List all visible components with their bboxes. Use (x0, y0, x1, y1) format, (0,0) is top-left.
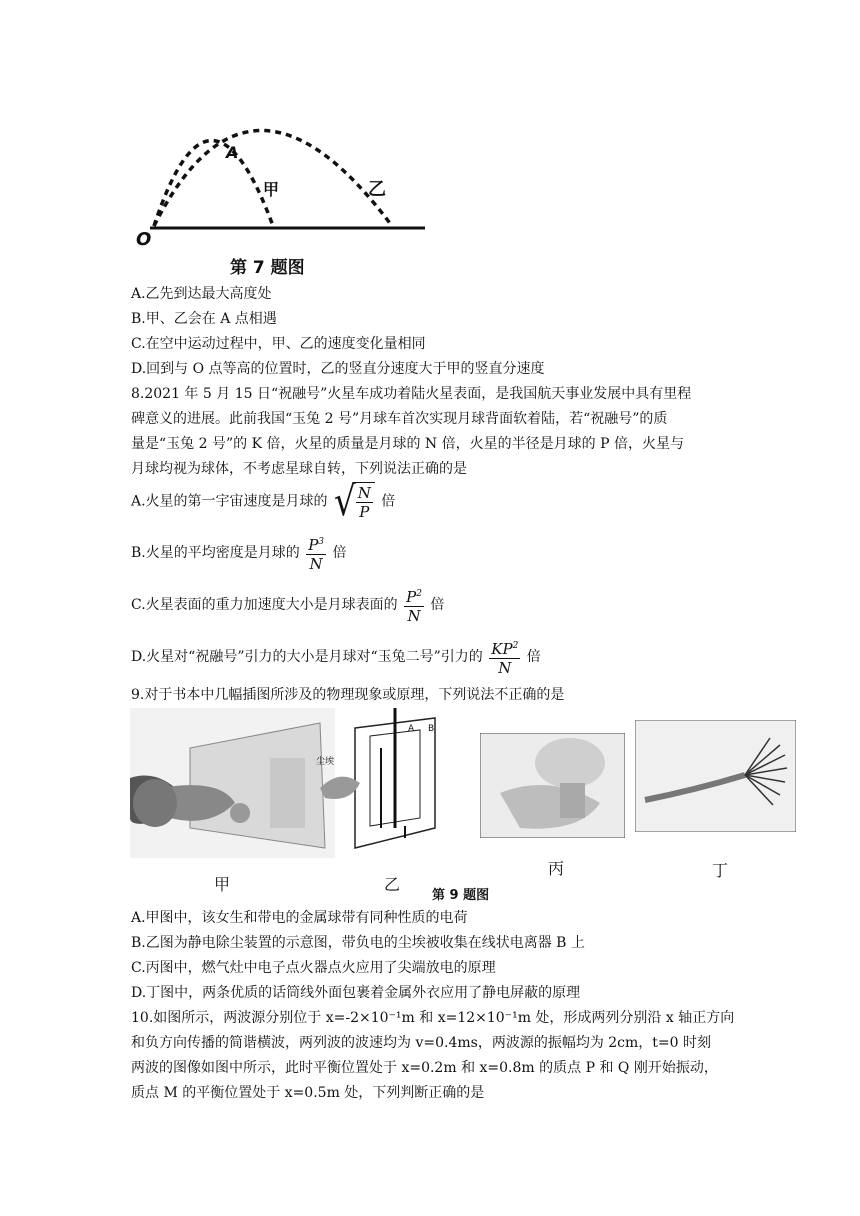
q8-option-c-suffix: 倍 (430, 597, 445, 613)
q8-option-d (131, 637, 541, 677)
q8-option-b (131, 533, 346, 573)
q8-option-d-suffix: 倍 (526, 649, 541, 665)
q9-stem: 9.对于书本中几幅插图所涉及的物理现象或原理，下列说法不正确的是 (131, 687, 565, 703)
q8-stem-line-3: 量是“玉兔 2 号”的 K 倍，火星的质量是月球的 N 倍，火星的半径是月球的 P 倍，火星与 (131, 436, 684, 452)
q7-option-a: A.乙先到达最大高度处 (131, 286, 272, 302)
figure-9-panel-ding-image (635, 720, 796, 832)
figure-9-panel-yi-image (315, 708, 475, 858)
fraction: $\frac{KP^2}{N}$ (491, 640, 519, 677)
figure-9-label-a: A (408, 724, 415, 734)
figure-9-label-yi: 乙 (384, 875, 401, 894)
q8-option-c (131, 585, 444, 625)
radical-sign: √ (334, 477, 356, 526)
q9-option-c: C.丙图中，燃气灶中电子点火器点火应用了尖端放电的原理 (131, 960, 496, 976)
fraction: $\frac{P^2}{N}$ (406, 588, 422, 625)
figure-9-caption: 第 9 题图 (432, 888, 490, 903)
figure-7-caption: 第 7 题图 (230, 258, 305, 278)
q8-stem-line-1: 8.2021 年 5 月 15 日“祝融号”火星车成功着陆火星表面，是我国航天事业发展中具有里程 (131, 386, 692, 402)
q9-option-a: A.甲图中，该女生和带电的金属球带有同种性质的电荷 (131, 910, 468, 926)
sqrt-expression (334, 477, 375, 526)
q9-option-b: B.乙图为静电除尘装置的示意图，带负电的尘埃被收集在线状电离器 B 上 (131, 935, 585, 951)
q8-option-a-text: A.火星的第一宇宙速度是月球的 (131, 493, 328, 510)
q10-stem-line-2: 和负方向传播的简谐横波，两列波的波速均为 v=0.4ms，两波源的振幅均为 2cm，t=0 时刻 (131, 1035, 711, 1051)
figure-7-label-o: O (136, 229, 152, 250)
figure-9-label-jia: 甲 (214, 875, 231, 894)
q9-option-d: D.丁图中，两条优质的话筒线外面包裹着金属外衣应用了静电屏蔽的原理 (131, 985, 581, 1001)
figure-7-label-a: A (226, 143, 239, 162)
fraction: $\frac{P^3}{N}$ (308, 536, 325, 573)
figure-7-label-yi: 乙 (368, 179, 386, 200)
q7-option-d: D.回到与 O 点等高的位置时，乙的竖直分速度大于甲的竖直分速度 (131, 361, 545, 377)
figure-7 (130, 95, 430, 280)
figure-9-label-bing: 丙 (548, 859, 565, 878)
figure-9-label-ding: 丁 (712, 861, 729, 880)
q8-option-d-text: D.火星对“祝融号”引力的大小是月球对“玉兔二号”引力的 (131, 649, 483, 665)
q7-option-b: B.甲、乙会在 A 点相遇 (131, 311, 277, 327)
q10-stem-line-1: 10.如图所示，两波源分别位于 x=-2×10⁻¹m 和 x=12×10⁻¹m 处，形成两列分别沿 x 轴正方向 (131, 1010, 735, 1026)
q8-option-c-text: C.火星表面的重力加速度大小是月球表面的 (131, 597, 398, 613)
figure-9-label-b: B (428, 724, 435, 734)
figure-7-trajectory-diagram (130, 95, 430, 245)
fraction: $\frac{N}{P}$ (357, 483, 371, 521)
q10-stem-line-3: 两波的图像如图中所示，此时平衡位置处于 x=0.2m 和 x=0.8m 的质点 P 和 Q 刚开始振动， (131, 1060, 718, 1076)
q8-stem-line-4: 月球均视为球体，不考虑星球自转，下列说法正确的是 (131, 461, 467, 477)
q7-option-c: C.在空中运动过程中，甲、乙的速度变化量相同 (131, 336, 426, 352)
figure-7-label-jia: 甲 (263, 180, 280, 199)
figure-9-label-dust: 尘埃 (316, 757, 335, 767)
q8-option-a (131, 477, 396, 526)
q8-stem-line-2: 碑意义的进展。此前我国“玉兔 2 号”月球车首次实现月球背面软着陆，若“祝融号”的质 (131, 411, 668, 427)
q8-option-b-text: B.火星的平均密度是月球的 (131, 545, 300, 561)
figure-9-panel-bing-image (480, 733, 625, 838)
figure-9-panel-jia-image (130, 708, 335, 858)
figure-9 (130, 708, 796, 904)
q8-option-b-suffix: 倍 (332, 545, 347, 561)
q10-stem-line-4: 质点 M 的平衡位置处于 x=0.5m 处，下列判断正确的是 (131, 1085, 485, 1101)
q8-option-a-suffix: 倍 (381, 493, 396, 510)
